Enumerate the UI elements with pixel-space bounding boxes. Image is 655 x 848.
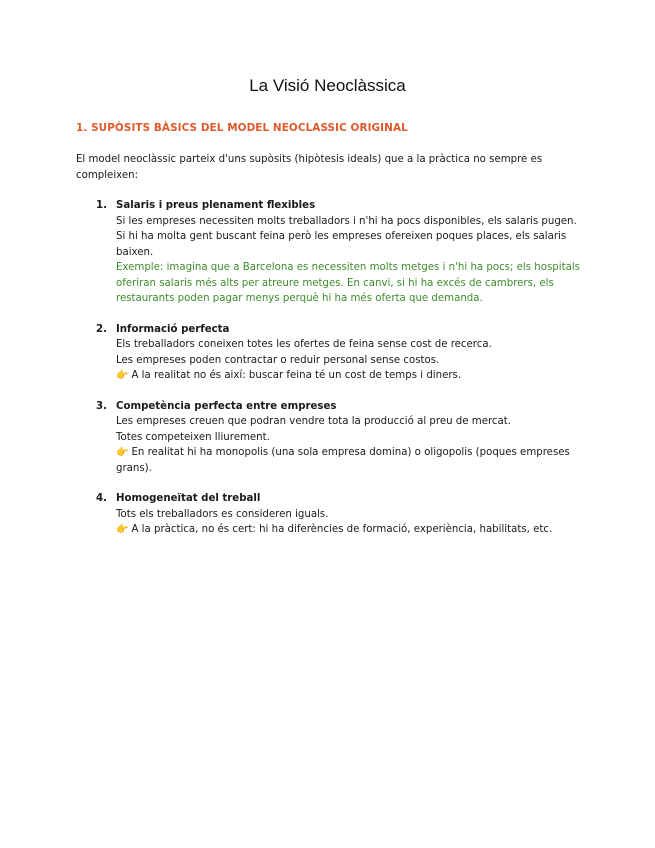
intro-paragraph: El model neoclàssic parteix d'uns supòsits (hipòtesis ideals) que a la pràctica no sempre es compleixen: [76, 154, 543, 181]
item-line: Tots els treballadors es consideren iguals. [116, 508, 329, 520]
item-number: 3. [96, 400, 107, 412]
item-title: Homogeneïtat del treball [116, 493, 261, 504]
pointing-hand-icon: 👉 [116, 370, 129, 381]
list-item [76, 322, 596, 384]
note-text: En realitat hi ha monopolis (una sola empresa domina) o oligopolis (poques empreses grans). [116, 447, 570, 474]
pointing-hand-icon: 👉 [116, 524, 129, 535]
item-number: 1. [96, 200, 107, 211]
item-title: Salaris i preus plenament flexibles [116, 200, 316, 211]
list-item [76, 198, 596, 307]
item-number: 4. [96, 493, 107, 504]
item-title: Competència perfecta entre empreses [116, 400, 337, 412]
list-item [76, 399, 596, 477]
example-text: Exemple: imagina que a Barcelona es necessiten molts metges i n'hi ha pocs; els hospitals oferiran salaris més alts per atreure metges. En canvi, si hi ha excés de cambrers, els restaurants poden pagar menys perquè hi ha més oferta que demanda. [116, 262, 580, 304]
item-title: Informació perfecta [116, 323, 230, 335]
section-heading: 1. SUPÒSITS BÀSICS DEL MODEL NEOCLASSIC ORIGINAL [76, 122, 408, 134]
note-text: A la pràctica, no és cert: hi ha diferències de formació, experiència, habilitats, etc. [131, 524, 553, 535]
item-line: Les empreses creuen que podran vendre tota la producció al preu de mercat. [116, 416, 512, 427]
item-line: Si les empreses necessiten molts treballadors i n'hi ha pocs disponibles, els salaris pugen. [116, 215, 577, 227]
item-note [116, 368, 596, 384]
item-note [116, 445, 596, 476]
page-title: La Visió Neoclàssica [249, 76, 406, 95]
item-line: Si hi ha molta gent buscant feina però les empreses ofereixen poques places, els salaris baixen. [116, 231, 567, 258]
pointing-hand-icon: 👉 [116, 447, 129, 458]
list-item [76, 491, 596, 538]
item-line: Els treballadors coneixen totes les ofertes de feina sense cost de recerca. [116, 339, 492, 350]
note-text: A la realitat no és així: buscar feina té un cost de temps i diners. [131, 370, 462, 381]
item-number: 2. [96, 323, 107, 335]
item-line: Les empreses poden contractar o reduir personal sense costos. [116, 354, 440, 366]
item-line: Totes competeixen lliurement. [116, 431, 270, 443]
item-note [116, 522, 596, 538]
assumptions-list [76, 198, 596, 538]
